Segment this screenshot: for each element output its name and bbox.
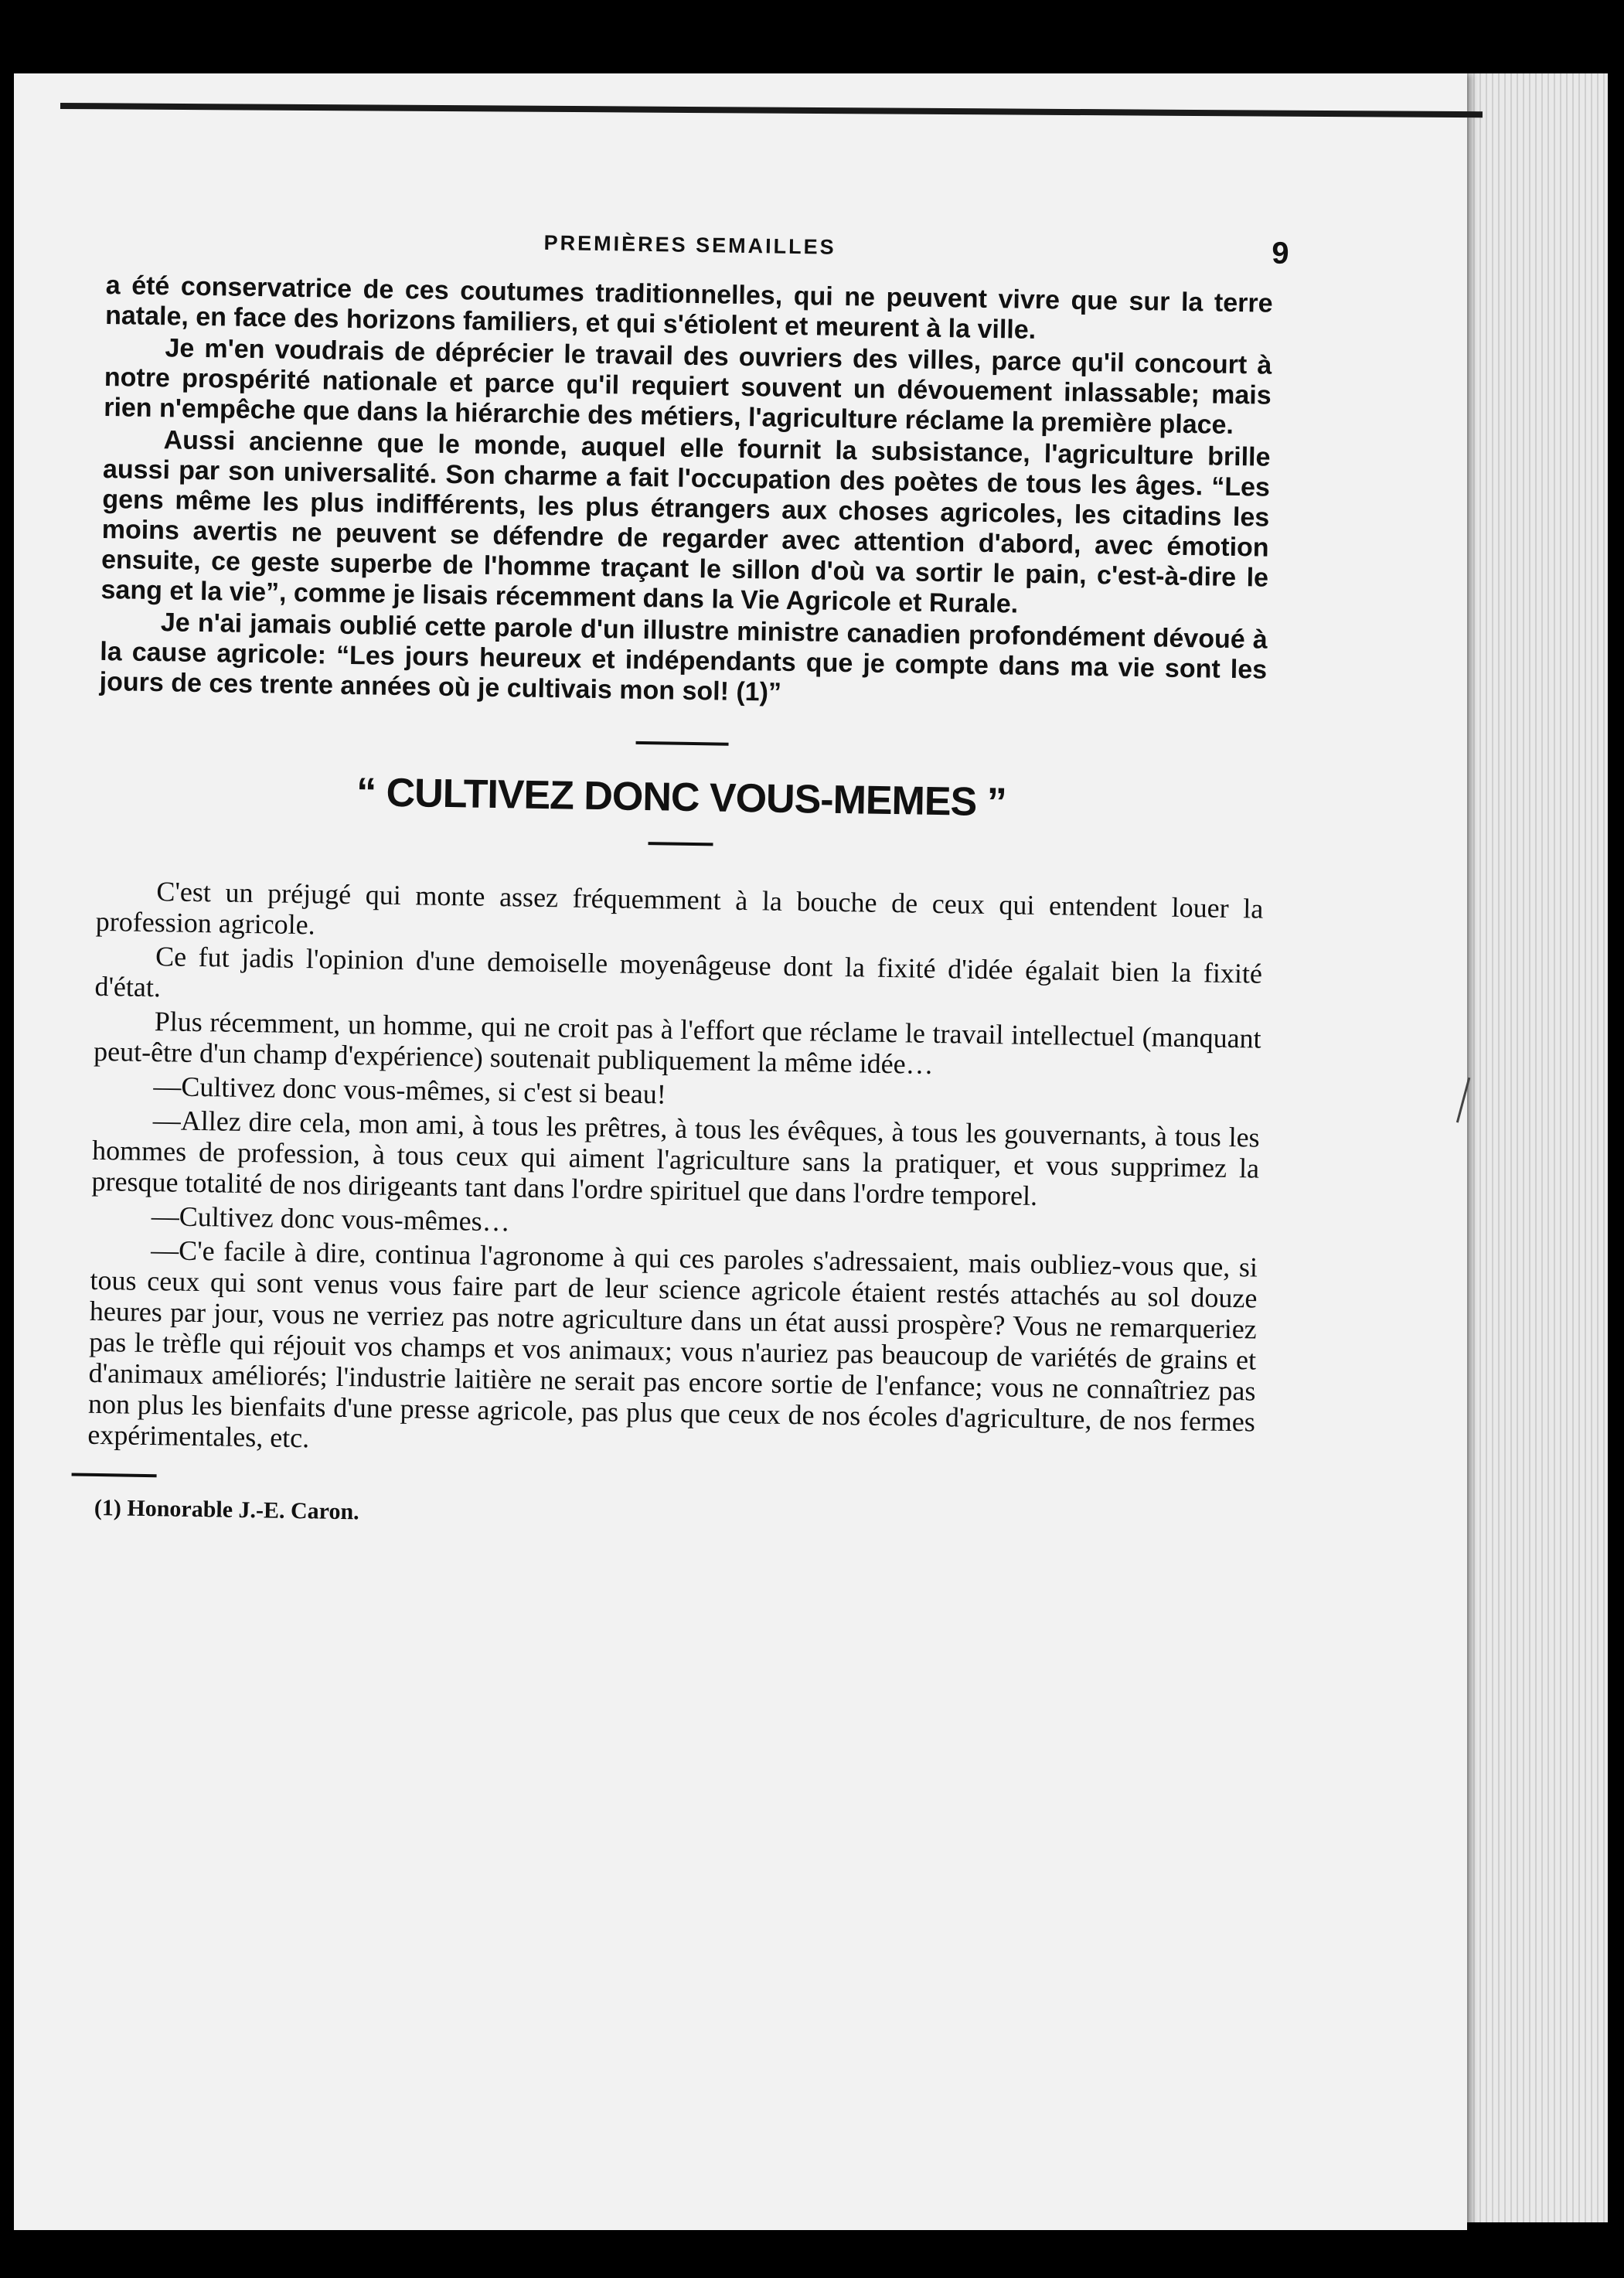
paragraph: Ce fut jadis l'opinion d'une demoiselle moyenâgeuse dont la fixité d'idée égalait bien la fixité d'état. — [94, 941, 1263, 1003]
dialogue-line: —Cultivez donc vous-mêmes, si c'est si beau! — [153, 1071, 667, 1110]
paragraph: Je n'ai jamais oublié cette parole d'un illustre ministre canadien profondément dévoué à la cause agricole: “Les jours heureux et indépendants que je compte dans ma vie sont les jours de ces trente années où je cultivais mon sol! (1)” — [99, 608, 1268, 707]
page-content — [87, 224, 1289, 1540]
paragraph: Je m'en voudrais de déprécier le travail des ouvriers des villes, parce qu'il concourt à notre prospérité nationale et parce qu'il requiert souvent un dévouement inlassable; mais rien n'empêche que dans la hiérarchie des métiers, l'agriculture réclame la première place. — [103, 333, 1272, 440]
paragraph: Aussi ancienne que le monde, auquel elle fournit la subsistance, l'agriculture brille aussi par son universalité. Son charme a fait l'occupation des poètes de tous les âges. “Les gens même les plus indifférents, les plus étrangers aux choses agricoles, les citadins les moins avertis ne peuvent se défendre de regarder avec attention d'abord, avec émotion ensuite, ce geste superbe de l'homme traçant le sillon d'où va sortir le pain, c'est-à-dire le sang et la vie”, comme je lisais récemment dans la Vie Agricole et Rurale. — [100, 425, 1271, 619]
section-heading: “ CULTIVEZ DONC VOUS-MEMES ” — [356, 770, 1007, 826]
page-number: 9 — [1271, 236, 1289, 271]
top-border-rule — [60, 103, 1483, 117]
dialogue-line: —Cultivez donc vous-mêmes… — [151, 1200, 511, 1238]
bold-text-section — [99, 271, 1272, 716]
footnote-rule — [72, 1473, 157, 1477]
paragraph: C'est un préjugé qui monte assez fréquemment à la bouche de ceux qui entendent louer la profession agricole. — [95, 876, 1264, 941]
book-page — [14, 73, 1467, 2230]
footnote: (1) Honorable J.-E. Caron. — [94, 1494, 359, 1525]
margin-mark — [1438, 1073, 1471, 1123]
dialogue-line: —Allez dire cela, mon ami, à tous les prêtres, à tous les évêques, à tous les gouvernants, à tous les hommes de profession, à tous ceux qui aiment l'agriculture sans la pratiquer, et vous supprimez la presque totalité de nos dirigeants tant dans l'ordre spirituel que dans l'ordre temporel. — [91, 1105, 1260, 1212]
dialogue-line: —C'e facile à dire, continua l'agronome à qui ces paroles s'adressaient, mais oubliez-vous que, si tous ceux qui sont venus vous faire part de leur science agricole étaient restés attachés au sol douze heures par jour, vous ne verriez pas notre agriculture dans un état aussi prospère? Vous ne remarqueriez pas le trèfle qui réjouit vos champs et vos animaux; vous n'auriez pas beaucoup de variétés de grains et d'animaux améliorés; l'industrie laitière ne serait pas encore sortie de l'enfance; vous ne connaîtriez pas non plus les bienfaits d'une presse agricole, pas plus que ceux de nos écoles d'agriculture, de nos fermes expérimentales, etc. — [87, 1234, 1258, 1454]
serif-text-section — [87, 875, 1264, 1469]
heading-underline — [648, 842, 713, 846]
running-title: PREMIÈRES SEMAILLES — [543, 230, 836, 259]
paragraph: a été conservatrice de ces coutumes traditionnelles, qui ne peuvent vivre que sur la terre natale, en face des horizons familiers, et qui s'étiolent et meurent à la ville. — [104, 270, 1273, 345]
paragraph: Plus récemment, un homme, qui ne croit pas à l'effort que réclame le travail intellectuel (manquant peut-être d'un champ d'expérience) soutenait publiquement la même idée… — [93, 1006, 1261, 1080]
section-separator — [636, 741, 729, 746]
